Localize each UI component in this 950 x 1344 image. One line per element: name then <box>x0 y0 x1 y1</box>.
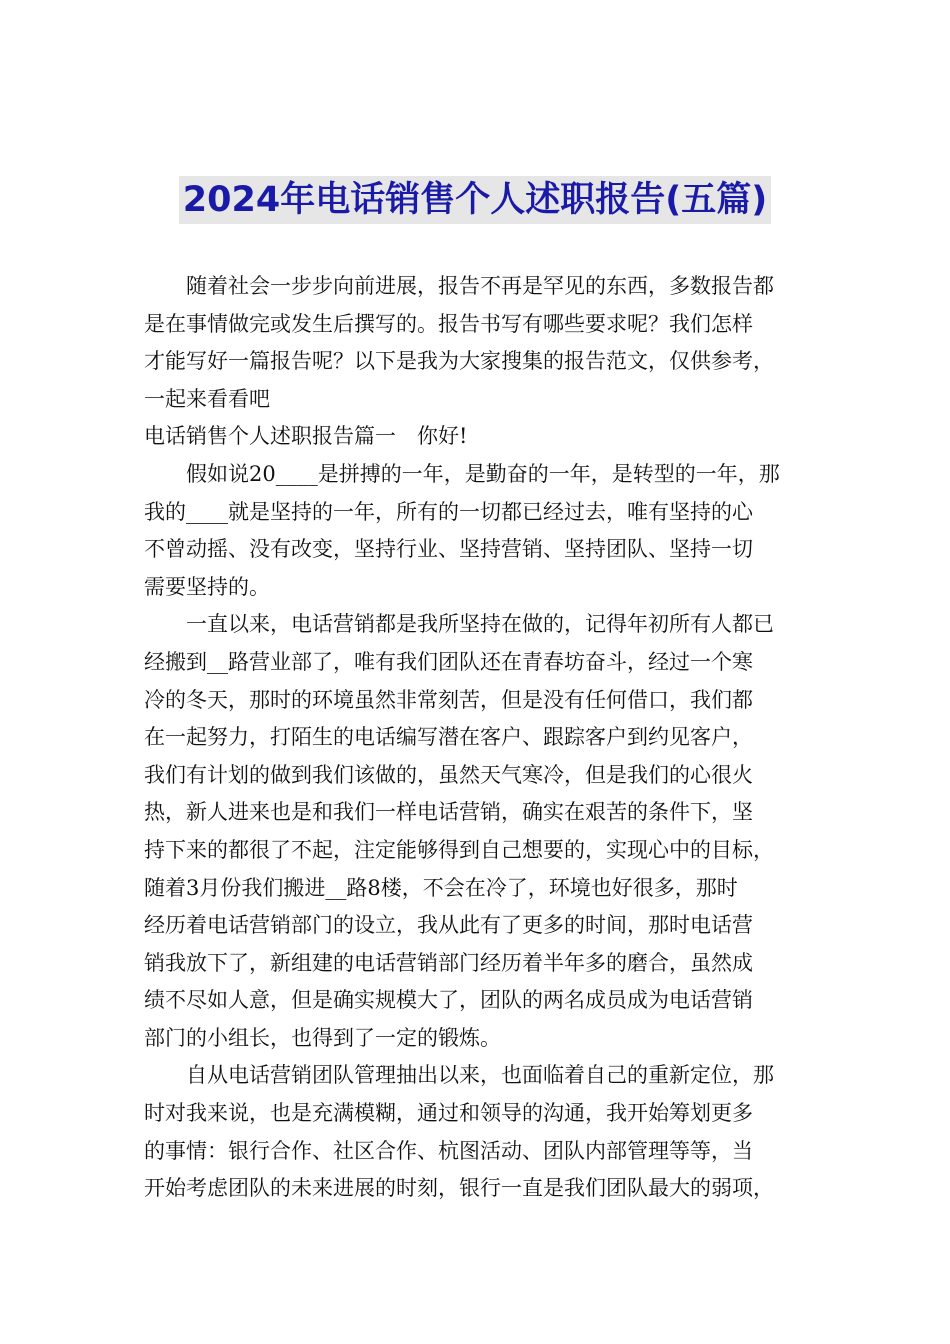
section-heading-line: 电话销售个人述职报告篇一 你好! <box>144 424 468 449</box>
text-line: 冷的冬天，那时的环境虽然非常刻苦，但是没有任何借口，我们都 <box>144 687 753 712</box>
text-line: 热，新人进来也是和我们一样电话营销，确实在艰苦的条件下，坚 <box>144 800 753 825</box>
text-line: 自从电话营销团队管理抽出以来，也面临着自己的重新定位，那 <box>186 1063 774 1088</box>
text-line: 销我放下了，新组建的电话营销部门经历着半年多的磨合，虽然成 <box>144 950 753 975</box>
text-line: 随着社会一步步向前进展，报告不再是罕见的东西，多数报告都 <box>186 274 774 298</box>
paragraph-intro <box>144 268 824 418</box>
document-title: 2024年电话销售个人述职报告(五篇) <box>179 176 771 224</box>
text-line: 假如说20____是拼搏的一年，是勤奋的一年，是转型的一年，那 <box>186 461 780 486</box>
text-line: 一直以来，电话营销都是我所坚持在做的，记得年初所有人都已 <box>186 612 774 637</box>
paragraph-1 <box>144 456 824 606</box>
text-line: 我的____就是坚持的一年，所有的一切都已经过去，唯有坚持的心 <box>144 499 753 524</box>
text-line: 时对我来说，也是充满模糊，通过和领导的沟通，我开始筹划更多 <box>144 1101 753 1126</box>
text-line: 不曾动摇、没有改变，坚持行业、坚持营销、坚持团队、坚持一切 <box>144 537 753 562</box>
text-line: 经历着电话营销部门的设立，我从此有了更多的时间，那时电话营 <box>144 913 753 938</box>
text-line: 是在事情做完或发生后撰写的。报告书写有哪些要求呢？我们怎样 <box>144 311 753 336</box>
title-container <box>0 176 950 224</box>
text-line: 部门的小组长，也得到了一定的锻炼。 <box>144 1025 501 1050</box>
text-line: 需要坚持的。 <box>144 574 270 599</box>
text-line: 在一起努力，打陌生的电话编写潜在客户、跟踪客户到约见客户， <box>144 725 753 750</box>
document-body <box>144 268 824 1208</box>
paragraph-3 <box>144 1057 824 1207</box>
text-line: 一起来看看吧 <box>144 386 270 411</box>
text-line: 绩不尽如人意，但是确实规模大了，团队的两名成员成为电话营销 <box>144 988 753 1013</box>
text-line: 我们有计划的做到我们该做的，虽然天气寒冷，但是我们的心很火 <box>144 762 753 787</box>
text-line: 的事情：银行合作、社区合作、杭图活动、团队内部管理等等，当 <box>144 1138 753 1163</box>
text-line: 随着3月份我们搬进__路8楼，不会在冷了，环境也好很多，那时 <box>144 875 738 900</box>
text-line: 开始考虑团队的未来进展的时刻，银行一直是我们团队最大的弱项， <box>144 1176 774 1201</box>
paragraph-2 <box>144 606 824 1057</box>
section-heading <box>144 418 824 456</box>
text-line: 经搬到__路营业部了，唯有我们团队还在青春坊奋斗，经过一个寒 <box>144 649 753 674</box>
text-line: 持下来的都很了不起，注定能够得到自己想要的，实现心中的目标， <box>144 837 774 862</box>
text-line: 才能写好一篇报告呢？以下是我为大家搜集的报告范文，仅供参考， <box>144 349 774 374</box>
